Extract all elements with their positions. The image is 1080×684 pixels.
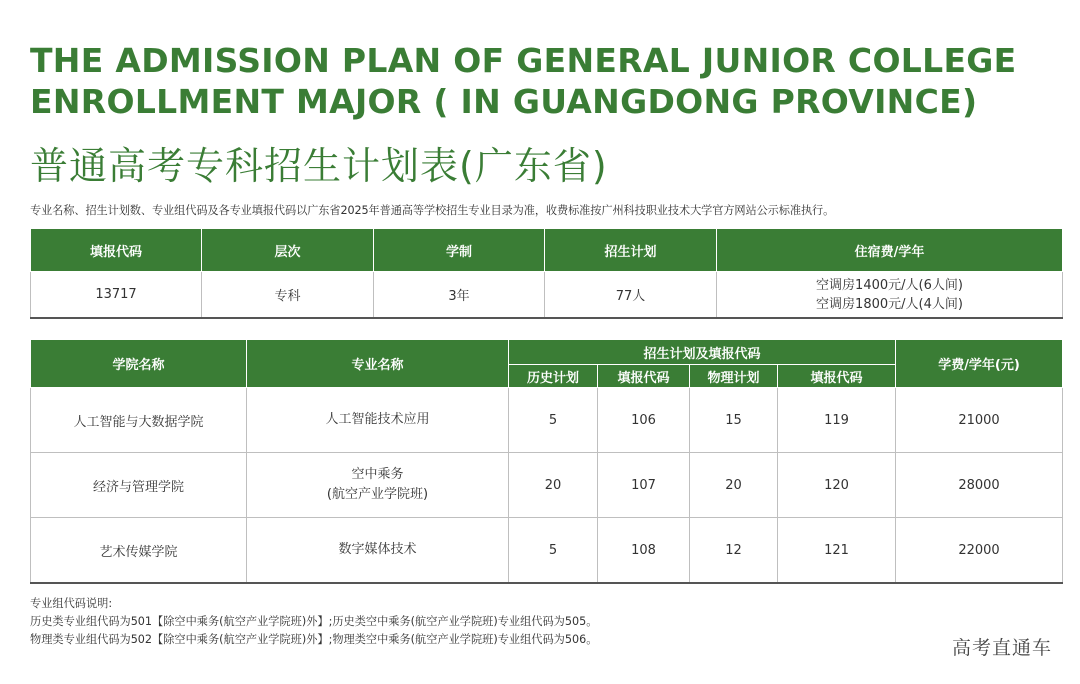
header-major: 专业名称 xyxy=(247,340,509,388)
dorm-fee-option-1: 空调房1400元/人(6人间) xyxy=(816,277,963,293)
major-header-row-1 xyxy=(31,340,1063,365)
cell-physics-plan: 15 xyxy=(690,388,778,453)
cell-major xyxy=(247,388,509,453)
header-code: 填报代码 xyxy=(31,229,202,272)
header-physics-code: 填报代码 xyxy=(778,365,896,388)
footnote-line-2: 物理类专业组代码为502【除空中乘务(航空产业学院班)外】;物理类空中乘务(航空产业学院班)专业组代码为506。 xyxy=(30,633,598,646)
major-name: 数字媒体技术 xyxy=(338,542,417,557)
header-level: 层次 xyxy=(202,229,374,272)
summary-table xyxy=(30,228,1063,319)
major-note: (航空产业学院班) xyxy=(326,487,429,502)
header-duration: 学制 xyxy=(374,229,545,272)
cell-history-plan: 20 xyxy=(509,453,598,518)
cell-duration: 3年 xyxy=(374,272,545,319)
header-history-plan: 历史计划 xyxy=(509,365,598,388)
cell-code: 13717 xyxy=(31,272,202,319)
cell-physics-code: 120 xyxy=(778,453,896,518)
cell-college: 艺术传媒学院 xyxy=(31,518,247,584)
header-physics-plan: 物理计划 xyxy=(690,365,778,388)
header-dorm-fee: 住宿费/学年 xyxy=(717,229,1063,272)
english-title-line-1: THE ADMISSION PLAN OF GENERAL JUNIOR COLLEGE xyxy=(30,41,1017,80)
footnote-line-1: 历史类专业组代码为501【除空中乘务(航空产业学院班)外】;历史类空中乘务(航空产业学院班)专业组代码为505。 xyxy=(30,615,598,628)
cell-level: 专科 xyxy=(202,272,374,319)
cell-dorm-fee xyxy=(717,272,1063,319)
header-tuition: 学费/学年(元) xyxy=(896,340,1063,388)
major-name: 空中乘务 xyxy=(351,467,404,482)
table-row xyxy=(31,388,1063,453)
cell-tuition: 21000 xyxy=(896,388,1063,453)
group-code-footnote xyxy=(30,595,597,649)
cell-physics-plan: 12 xyxy=(690,518,778,584)
header-college: 学院名称 xyxy=(31,340,247,388)
dorm-fee-option-2: 空调房1800元/人(4人间) xyxy=(816,296,963,312)
cell-history-plan: 5 xyxy=(509,518,598,584)
notice-text: 专业名称、招生计划数、专业组代码及各专业填报代码以广东省2025年普通高等学校招生专业目录为准，收费标准按广州科技职业技术大学官方网站公示标准执行。 xyxy=(30,204,835,217)
cell-history-code: 108 xyxy=(598,518,690,584)
english-title xyxy=(30,40,1060,122)
watermark-text: 高考直通车 xyxy=(951,637,1052,659)
footnote-heading: 专业组代码说明: xyxy=(30,597,113,610)
cell-tuition: 22000 xyxy=(896,518,1063,584)
major-plan-table xyxy=(30,339,1063,584)
chinese-title: 普通高考专科招生计划表(广东省) xyxy=(30,144,608,188)
table-row xyxy=(31,453,1063,518)
cell-college: 经济与管理学院 xyxy=(31,453,247,518)
table-row xyxy=(31,518,1063,584)
major-name: 人工智能技术应用 xyxy=(325,412,430,427)
header-history-code: 填报代码 xyxy=(598,365,690,388)
summary-data-row xyxy=(31,272,1063,319)
cell-history-plan: 5 xyxy=(509,388,598,453)
cell-major xyxy=(247,518,509,584)
cell-history-code: 107 xyxy=(598,453,690,518)
cell-college: 人工智能与大数据学院 xyxy=(31,388,247,453)
cell-physics-code: 121 xyxy=(778,518,896,584)
header-plan: 招生计划 xyxy=(545,229,717,272)
cell-major xyxy=(247,453,509,518)
cell-history-code: 106 xyxy=(598,388,690,453)
cell-physics-code: 119 xyxy=(778,388,896,453)
header-plan-group: 招生计划及填报代码 xyxy=(509,340,896,365)
cell-physics-plan: 20 xyxy=(690,453,778,518)
english-title-line-2: ENROLLMENT MAJOR ( IN GUANGDONG PROVINCE) xyxy=(30,82,978,121)
cell-tuition: 28000 xyxy=(896,453,1063,518)
cell-plan: 77人 xyxy=(545,272,717,319)
summary-header-row xyxy=(31,229,1063,272)
